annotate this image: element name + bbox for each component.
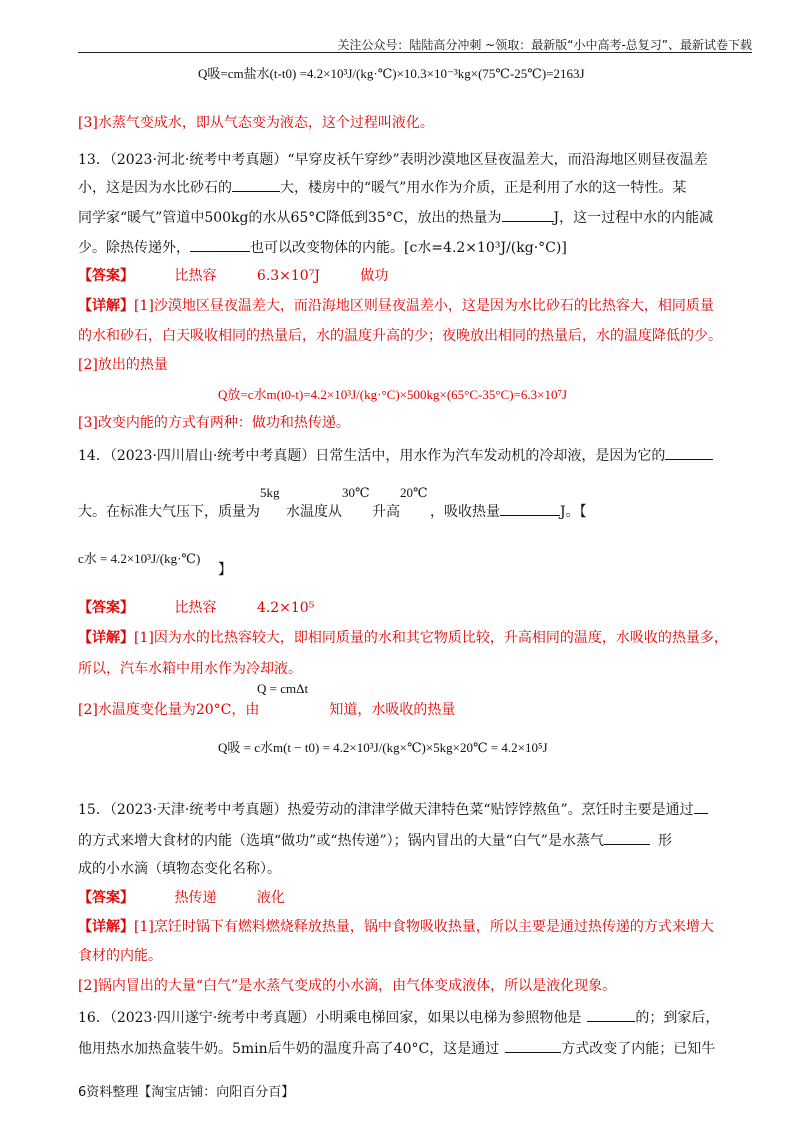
q13-blank-2	[502, 207, 554, 222]
q14-text: 水温度从	[286, 504, 342, 520]
q15-text: 15．（2023·天津·统考中考真题）热爱劳动的津津学做天津特色菜“贴饽饽熬鱼”。烹饪时主要是通过	[78, 802, 694, 818]
answer-2: 6.3×10⁷J	[256, 268, 320, 284]
q13-text: 小，这是因为水比砂石的	[78, 180, 232, 196]
answer-label: 【答案】	[78, 600, 134, 616]
q15-detail-2: 食材的内能。	[78, 948, 162, 964]
q15-line-3: 成的小水滴（填物态变化名称）。	[78, 861, 281, 877]
q14-given-end: 】	[218, 562, 232, 578]
answer-3: 做功	[360, 268, 389, 284]
q16-text: 的；到家后，	[635, 1010, 720, 1026]
q16-text: 方式改变了内能；已知牛	[561, 1041, 716, 1057]
q13-blank-1	[232, 177, 280, 192]
q12-note-3: [3]水蒸气变成水，即从气态变为液态，这个过程叫液化。	[78, 115, 434, 131]
q15-detail-3: [2]锅内冒出的大量“白气”是水蒸气变成的小水滴，由气体变成液体，所以是液化现象。	[78, 978, 617, 994]
q14-line-2	[78, 501, 587, 522]
detail-label: 【详解】	[78, 630, 134, 646]
q13-detail-4: [3]改变内能的方式有两种：做功和热传递。	[78, 415, 350, 431]
answer-1: 热传递	[174, 890, 217, 906]
q15-text: 形	[657, 833, 672, 849]
q15-answer	[78, 888, 285, 908]
detail-text: [1]因为水的比热容较大，即相同质量的水和其它物质比较，升高相同的温度，水吸收的热量多，	[134, 630, 728, 646]
q15-detail-1	[78, 917, 714, 937]
q13-text: 大，楼房中的“暖气”用水作为介质，正是利用了水的这一特性。某	[280, 180, 687, 196]
q14-detail-3	[78, 700, 455, 720]
q14-given: c水 = 4.2×10³J/(kg·℃)	[78, 551, 201, 566]
q13-detail-1	[78, 296, 714, 316]
q13-line-2	[78, 177, 686, 198]
q16-text: 16．（2023·四川遂宁·统考中考真题）小明乘电梯回家，如果以电梯为参照物他是	[78, 1010, 582, 1026]
answer-label: 【答案】	[78, 268, 134, 284]
footer-text: 资料整理【淘宝店铺：向阳百分百】	[86, 1085, 295, 1100]
q14-detail-2: 所以，汽车水箱中用水作为冷却液。	[78, 661, 302, 677]
q14-detail-1	[78, 628, 728, 648]
q14-mass: 5kg	[260, 485, 280, 500]
q15-blank-2	[604, 830, 650, 845]
q16-blank-1	[587, 1007, 635, 1022]
q16-line-1	[78, 1007, 719, 1028]
q13-answer	[78, 266, 388, 286]
q13-line-3	[78, 207, 713, 228]
q14-blank-2	[500, 501, 560, 516]
q14-blank-1	[665, 445, 713, 460]
q13-line-4	[78, 237, 567, 258]
page-footer	[78, 1081, 294, 1100]
detail-text: [1]烹饪时锅下有燃料燃烧释放热量，锅中食物吸收热量，所以主要是通过热传递的方式来增大	[134, 919, 714, 935]
q13-text: 同学家“暖气”管道中500kg的水从65°C降低到35°C，放出的热量为	[78, 210, 502, 226]
page-header: 关注公众号：陆陆高分冲刺 ~领取：最新版“小中高考-总复习”、最新试卷下载	[337, 38, 752, 52]
q13-formula: Q放=c水m(t0-t)=4.2×10³J/(kg·°C)×500kg×(65°C-35°C)=6.3×10⁷J	[218, 387, 568, 402]
answer-2: 4.2×10⁵	[256, 600, 315, 616]
detail-text: 知道，水吸收的热量	[329, 702, 456, 718]
answer-label: 【答案】	[78, 890, 134, 906]
q15-line-2	[78, 830, 672, 851]
q14-text: 升高	[372, 504, 400, 520]
q14-t1: 30℃	[342, 485, 370, 500]
header-divider	[78, 52, 752, 53]
q14-t2: 20℃	[400, 485, 428, 500]
detail-text: [2]水温度变化量为20°C，由	[78, 702, 260, 718]
q16-blank-2	[505, 1038, 561, 1053]
q13-text: 也可以改变物体的内能。[c水=4.2×10³J/(kg·°C)]	[250, 240, 567, 256]
q14-text: 大。在标准大气压下，质量为	[78, 504, 260, 520]
q13-blank-3	[190, 237, 250, 252]
detail-label: 【详解】	[78, 298, 134, 314]
q14-line-1	[78, 445, 713, 466]
q14-answer	[78, 598, 314, 618]
q15-line-1	[78, 799, 708, 820]
detail-text: [1]沙漠地区昼夜温差大，而沿海地区则昼夜温差小，这是因为水比砂石的比热容大，相同质量	[134, 298, 714, 314]
q15-blank-1	[694, 799, 708, 814]
page-number: 6	[78, 1085, 87, 1100]
q14-text: 14．（2023·四川眉山·统考中考真题）日常生活中，用水作为汽车发动机的冷却液，是因为它的	[78, 448, 666, 464]
q14-text: J。【	[560, 504, 587, 520]
q16-line-2	[78, 1038, 715, 1059]
answer-1: 比热容	[174, 600, 217, 616]
q14-q-formula: Q = cmΔt	[257, 681, 309, 696]
answer-2: 液化	[256, 890, 285, 906]
top-formula: Q吸=cm盐水(t-t0) =4.2×10³J/(kg·℃)×10.3×10⁻³kg×(75℃-25℃)=2163J	[198, 66, 585, 81]
detail-label: 【详解】	[78, 919, 134, 935]
answer-1: 比热容	[174, 268, 217, 284]
q13-text: J，这一过程中水的内能减	[553, 210, 714, 226]
q13-line-1: 13．（2023·河北·统考中考真题）“早穿皮袄午穿纱”表明沙漠地区昼夜温差大，而沿海地区则昼夜温差	[78, 152, 708, 168]
q13-detail-3: [2]放出的热量	[78, 357, 168, 373]
q15-text: 的方式来增大食材的内能（选填“做功”或“热传递”）；锅内冒出的大量“白气”是水蒸气	[78, 833, 604, 849]
q14-formula: Q吸 = c水m(t − t0) = 4.2×10³J/(kg×℃)×5kg×20℃ = 4.2×10⁵J	[218, 740, 548, 755]
q14-text: ，吸收热量	[430, 504, 500, 520]
q13-text: 少。除热传递外，	[78, 240, 190, 256]
q13-detail-2: 的水和砂石，白天吸收相同的热量后，水的温度升高的少；夜晚放出相同的热量后，水的温度降低的少。	[78, 328, 722, 344]
q16-text: 他用热水加热盒装牛奶。5min后牛奶的温度升高了40°C，这是通过	[78, 1041, 500, 1057]
